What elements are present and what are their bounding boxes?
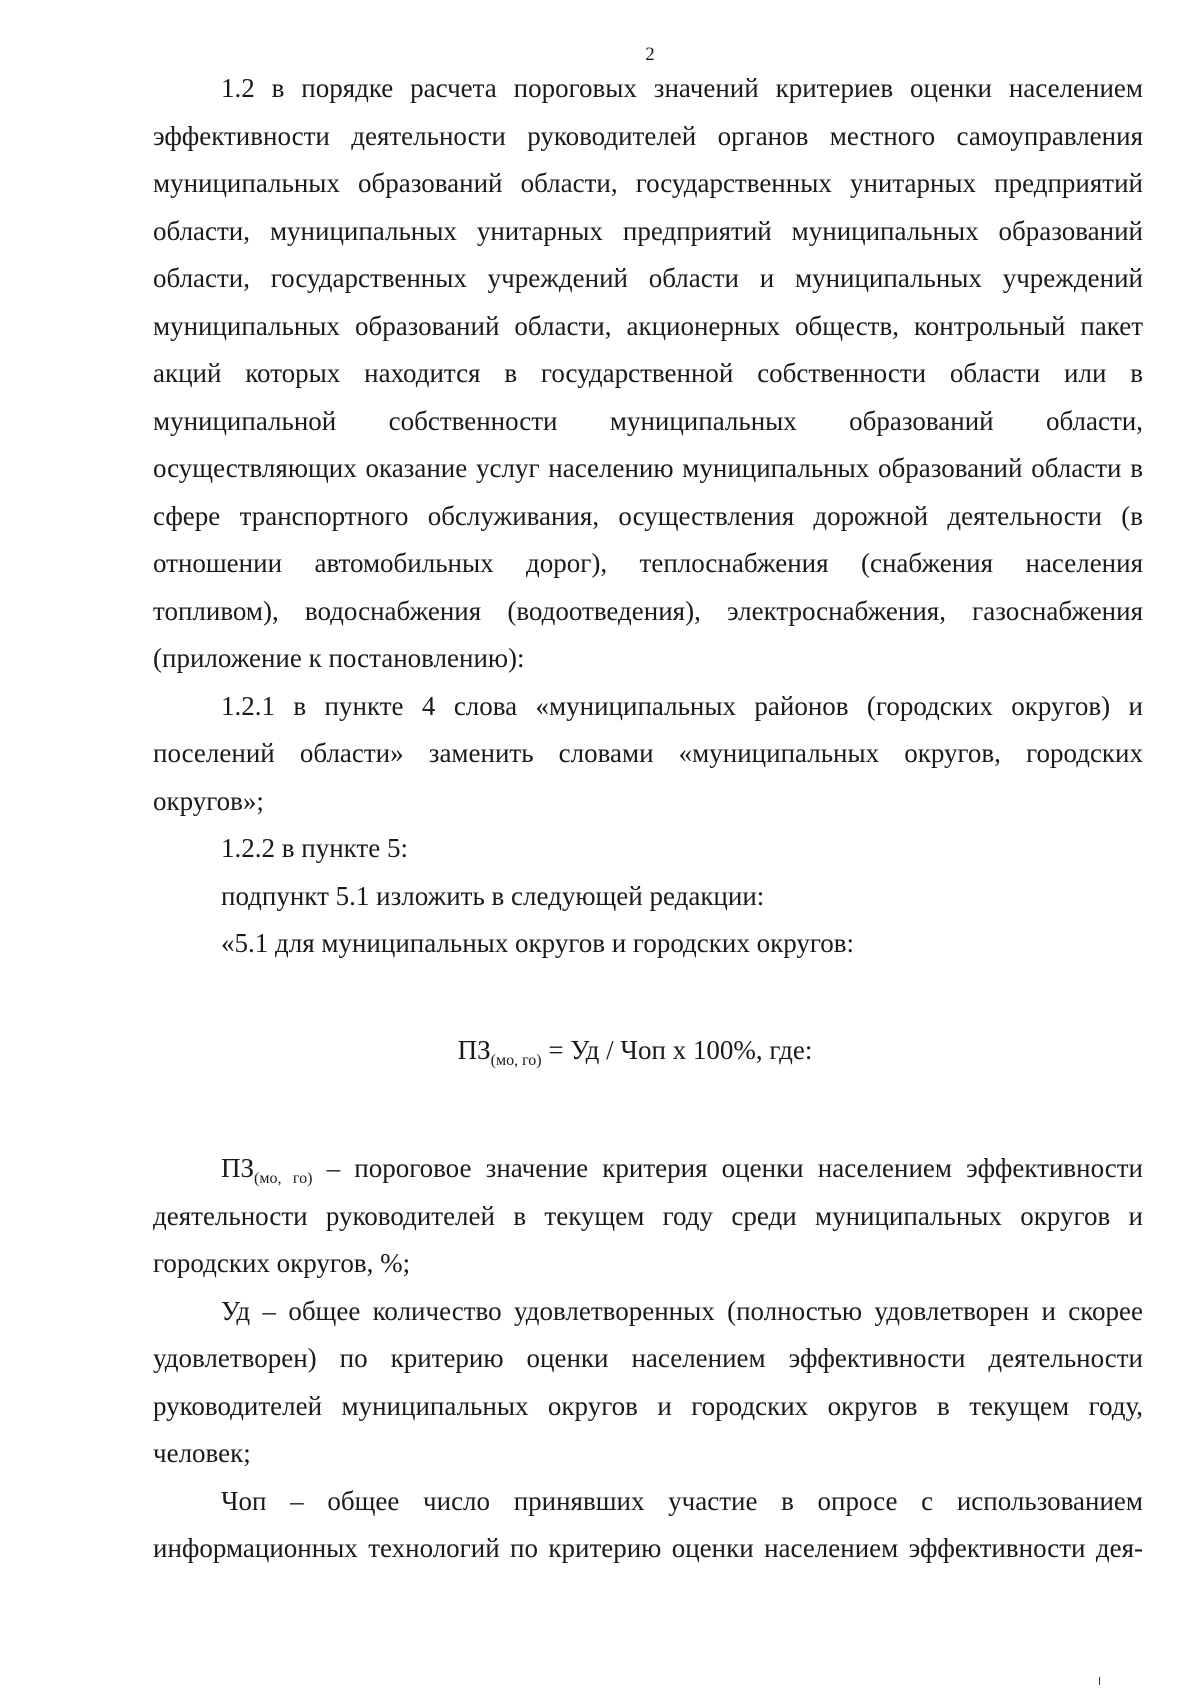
formula-rhs: = Уд / Чоп x 100%, где: <box>541 1035 813 1065</box>
formula-lhs: ПЗ <box>457 1035 491 1065</box>
page-number: 2 <box>645 44 655 65</box>
definition-pz-symbol: ПЗ <box>221 1153 255 1183</box>
formula <box>0 1035 1200 1069</box>
paragraph-5-1-heading: «5.1 для муниципальных округов и городских округов: <box>221 928 854 958</box>
definition-ud: Уд – общее количество удовлетворенных (полностью удовлетворен и скорее удовлетворен) по критерию оценки населением эффективности деятельности руководителей муниципальных округов и городских округов в текущем году, человек; <box>153 1295 1143 1468</box>
definition-chop: Чоп – общее число принявших участие в опросе с использованием информационных технологий по критерию оценки населением эффективности дея- <box>153 1485 1143 1563</box>
paragraph-1-2: 1.2 в порядке расчета пороговых значений критериев оценки населением эффективности деятельности руководителей органов местного самоуправления муниципальных образований области, государственных унитарных предприятий области, муниципальных унитарных предприятий муниципальных образований области, государственных учреждений области и муниципальных учреждений муниципальных образований области, акционерных обществ, контрольный пакет акций которых находится в государственной собственности области или в муниципальной собственности муниципальных образований области, осуществляющих оказание услуг населению муниципальных образований области в сфере транспортного обслуживания, осуществления дорожной деятельности (в отношении автомобильных дорог), теплоснабжения (снабжения населения топливом), водоснабжения (водоотведения), электроснабжения, газоснабжения (приложение к постановлению): <box>153 73 1143 673</box>
definition-pz <box>153 1145 1143 1288</box>
paragraph-subpoint-5-1: подпункт 5.1 изложить в следующей редакции: <box>221 880 765 911</box>
paragraph-1-2-1: 1.2.1 в пункте 4 слова «муниципальных районов (городских округов) и поселений области» заменить словами «муниципальных округов, городских округов»; <box>153 690 1143 816</box>
formula-lhs-subscript: (мо, го) <box>490 1052 542 1069</box>
main-text-block <box>153 65 1143 968</box>
definitions-block <box>153 1145 1143 1573</box>
paragraph-1-2-2: 1.2.2 в пункте 5: <box>221 833 408 863</box>
definition-pz-text: – пороговое значение критерия оценки населением эффективности деятельности руководителей в текущем году среди муниципальных округов и городских округов, %; <box>153 1153 1143 1278</box>
definition-pz-subscript: (мо, го) <box>254 1170 313 1187</box>
page-edge-mark <box>1099 1677 1100 1685</box>
